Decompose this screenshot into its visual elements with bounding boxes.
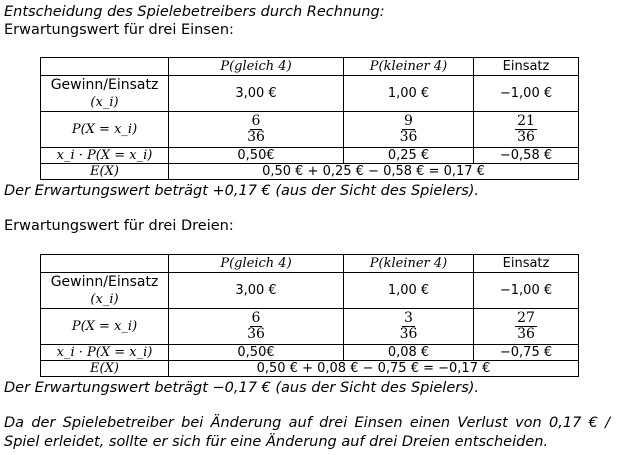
gain-row — [41, 273, 579, 309]
gain-cell: 1,00 € — [344, 76, 474, 112]
fraction — [398, 114, 420, 145]
probability-cell — [474, 309, 579, 345]
section-1-result: Der Erwartungswert beträgt +0,17 € (aus der Sicht des Spielers). — [4, 183, 480, 199]
probability-cell — [474, 112, 579, 148]
gain-cell: −1,00 € — [474, 76, 579, 112]
fraction — [515, 114, 537, 145]
product-row-label: x_i · P(X = x_i) — [41, 345, 169, 361]
product-cell: 0,08 € — [344, 345, 474, 361]
gain-row-label — [41, 273, 169, 309]
expectation-value: 0,50 € + 0,08 € − 0,75 € = −0,17 € — [169, 361, 579, 377]
conclusion-paragraph: Da der Spielebetreiber bei Änderung auf drei Einsen einen Verlust von 0,17 € / Spiel erleidet, sollte er sich für eine Änderung auf drei Dreien entscheiden. — [4, 415, 610, 450]
probability-cell — [169, 309, 344, 345]
probability-row-label: P(X = x_i) — [41, 309, 169, 345]
product-cell: 0,50€ — [169, 345, 344, 361]
numerator: 21 — [517, 113, 535, 129]
denominator: 36 — [399, 326, 418, 342]
gain-cell: 3,00 € — [169, 273, 344, 309]
section-1-title: Erwartungswert für drei Einsen: — [4, 22, 234, 38]
gain-label-line1: Gewinn/Einsatz — [50, 76, 159, 93]
gain-row-label — [41, 76, 169, 112]
product-cell: 0,50€ — [169, 148, 344, 164]
table-header-row — [41, 255, 579, 273]
expectation-row — [41, 361, 579, 377]
column-header: P(gleich 4) — [169, 255, 344, 273]
denominator: 36 — [517, 129, 535, 145]
product-cell: 0,25 € — [344, 148, 474, 164]
numerator: 6 — [251, 113, 261, 129]
expectation-row-label: E(X) — [41, 361, 169, 377]
probability-row-label: P(X = x_i) — [41, 112, 169, 148]
gain-label-line1: Gewinn/Einsatz — [50, 273, 159, 290]
expectation-table-1 — [40, 57, 579, 180]
expectation-table-2 — [40, 254, 579, 377]
column-header: Einsatz — [474, 255, 579, 273]
header-empty-cell — [41, 255, 169, 273]
denominator: 36 — [247, 129, 265, 145]
heading: Entscheidung des Spielebetreibers durch Rechnung: — [4, 4, 385, 20]
gain-label-line2: (x_i) — [90, 291, 119, 307]
denominator: 36 — [517, 326, 535, 342]
column-header: P(kleiner 4) — [344, 58, 474, 76]
header-empty-cell — [41, 58, 169, 76]
expectation-value: 0,50 € + 0,25 € − 0,58 € = 0,17 € — [169, 164, 579, 180]
probability-cell — [344, 112, 474, 148]
probability-cell — [169, 112, 344, 148]
section-2-result: Der Erwartungswert beträgt −0,17 € (aus der Sicht des Spielers). — [4, 380, 480, 396]
probability-cell — [344, 309, 474, 345]
numerator: 6 — [251, 310, 261, 326]
gain-label-line2: (x_i) — [90, 94, 119, 110]
numerator: 9 — [404, 113, 413, 129]
column-header: Einsatz — [474, 58, 579, 76]
fraction — [515, 311, 537, 342]
product-row — [41, 345, 579, 361]
product-cell: −0,58 € — [474, 148, 579, 164]
expectation-row — [41, 164, 579, 180]
table-header-row — [41, 58, 579, 76]
product-row-label: x_i · P(X = x_i) — [41, 148, 169, 164]
gain-cell: 3,00 € — [169, 76, 344, 112]
denominator: 36 — [247, 326, 265, 342]
gain-cell: 1,00 € — [344, 273, 474, 309]
gain-cell: −1,00 € — [474, 273, 579, 309]
probability-row — [41, 112, 579, 148]
product-row — [41, 148, 579, 164]
fraction — [398, 311, 420, 342]
product-cell: −0,75 € — [474, 345, 579, 361]
fraction — [245, 114, 267, 145]
expectation-row-label: E(X) — [41, 164, 169, 180]
section-2-title: Erwartungswert für drei Dreien: — [4, 218, 234, 234]
numerator: 3 — [404, 310, 413, 326]
numerator: 27 — [517, 310, 535, 326]
fraction — [245, 311, 267, 342]
gain-row — [41, 76, 579, 112]
column-header: P(kleiner 4) — [344, 255, 474, 273]
probability-row — [41, 309, 579, 345]
column-header: P(gleich 4) — [169, 58, 344, 76]
denominator: 36 — [399, 129, 418, 145]
